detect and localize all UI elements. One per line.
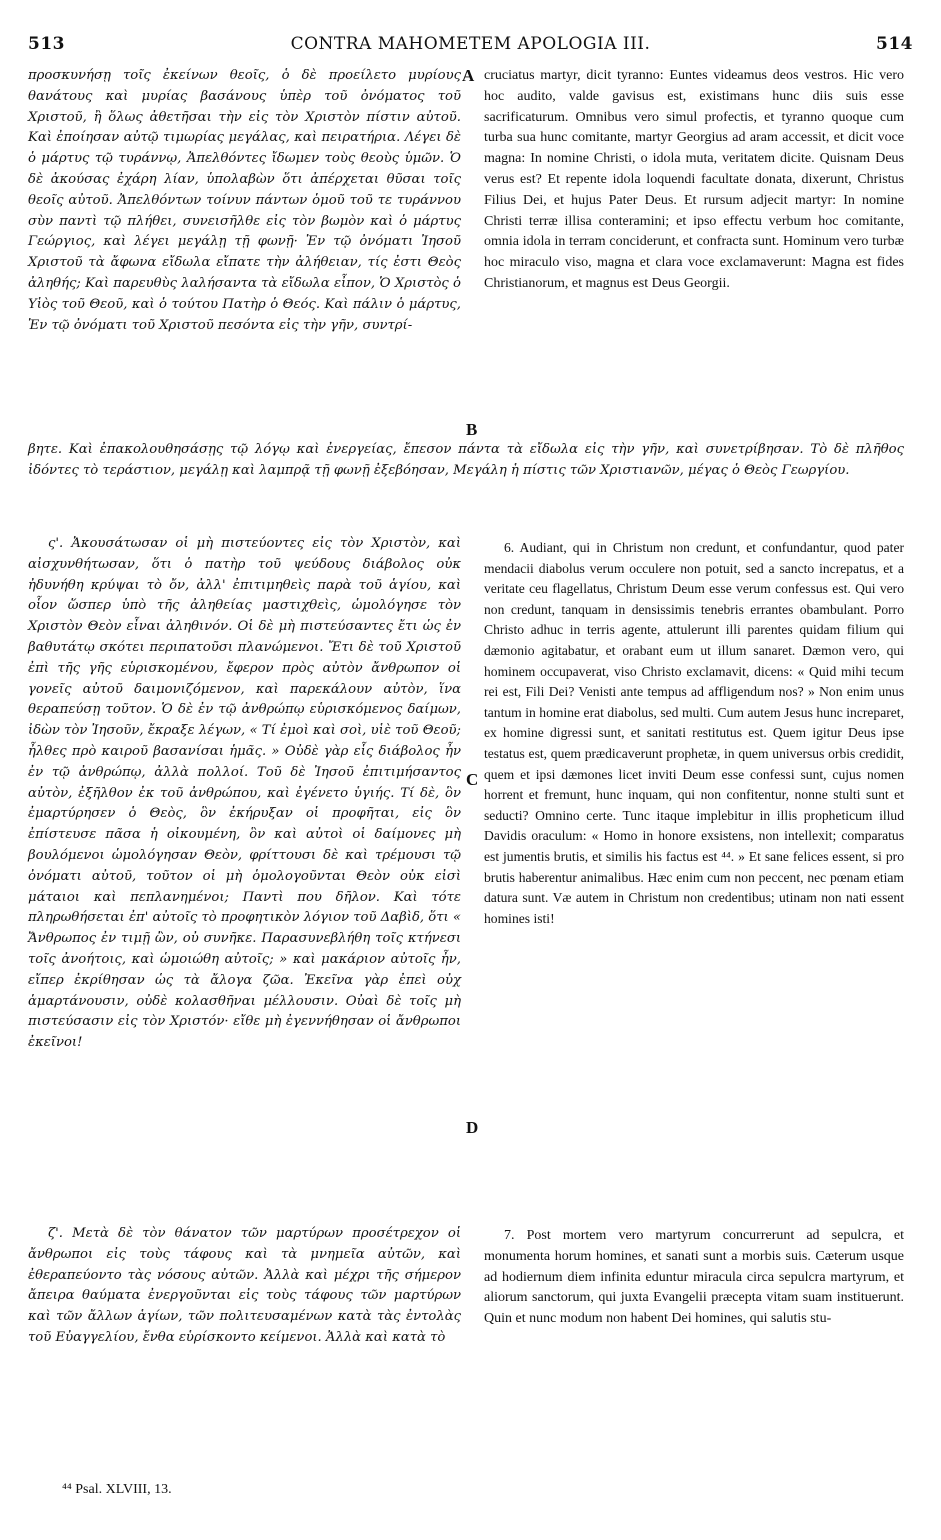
greek-paragraph-6: ς'. Ἀκουσάτωσαν οἱ μὴ πιστεύοντες εἰς τὸν Χριστὸν, καὶ αἰσχυνθήτωσαν, ὅτι ὁ πατὴρ τοῦ ψεύδους διάβολος οὐκ ἠδυνήθη κρύψαι τὸ ὄν, ἀλλ' ἐπιτιμηθεὶς παρὰ τοῦ ἁγίου, καὶ οἷον ὥσπερ ὑπὸ τῆς ἀληθείας μαστιχθεὶς, ὡμολόγησε τὸν Χριστὸν Θεὸν εἶναι ἀληθινόν. Οἱ δὲ μὴ πιστεύσαντες ἔτι ὡς ἐν βαθυτάτῳ σκότει περιπατοῦσι πλανώμενοι. Ἔτι δὲ τοῦ Χριστοῦ ἐπὶ τῆς γῆς εὑρισκομένου, ἔφερον πρὸς αὐτὸν ἄνθρωπον οἱ γονεῖς αὐτοῦ δαιμονιζόμενον, καὶ παρεκάλουν αὐτὸν, ἵνα θεραπεύσῃ τοῦτον. Ὁ δὲ ἐν τῷ ἀνθρώπῳ εὑρισκόμενος δαίμων, ἰδὼν τὸν Ἰησοῦν, ἔκραξε λέγων, « Τί ἐμοὶ καὶ σοὶ, υἱὲ τοῦ Θεοῦ; ἦλθες πρὸ καιροῦ βασανίσαι ἡμᾶς. » Οὐδὲ γὰρ εἷς διάβολος ἦν ἐν τῷ ἀνθρώπῳ, ἀλλὰ πολλοί. Τοῦ δὲ Ἰησοῦ ἐπιτιμήσαντος αὐτὸν, ἐξῆλθον ἐκ τοῦ ἀνθρώπου, καὶ ἐγένετο ὑγιής. Τί δὲ, ὃν ἐμαρτύρησεν ὁ Θεὸς, ὃν ἐκήρυξαν οἱ προφῆται, εἰς ὃν ἐπίστευσε πᾶσα ἡ οἰκουμένη, ὃν καὶ αὐτοὶ οἱ δαίμονες μὴ βουλόμενοι ὡμολόγησαν Θεὸν, φρίττουσι δὲ καὶ τρέμουσι τῷ ὀνόματι αὐτοῦ, τοῦτον οἱ μὴ ὁμολογοῦνται Θεὸν οὐκ εἰσὶ μάταιοι καὶ πεπλανημένοι; Παντὶ που δῆλον. Καὶ τότε πληρωθήσεται ἐπ' αὐτοῖς τὸ προφητικὸν λόγιον τοῦ Δαβὶδ, ὅτι « Ἄνθρωπος ἐν τιμῇ ὢν, οὐ συνῆκε. Παρασυνεβλήθη τοῖς κτήνεσι τοῖς ἀνοήτοις, καὶ ὡμοιώθη αὐτοῖς; » καὶ μακάριον αὐτοῖς ἦν, εἴπερ ἐκρίθησαν ὡς τὰ ἄλογα ζῶα. Ἐκεῖνα γὰρ ἐπεὶ οὐχ ἁμαρτάνουσιν, οὐδὲ κολασθῆναι μέλλουσιν. Οὐαὶ δὲ τοῖς μὴ πιστεύσασιν εἰς τὸν Χριστόν· εἴθε μὴ ἐγεννήθησαν οἱ ἄνθρωποι ἐκεῖνοι! [28,536,461,1051]
latin-paragraph-7: 7. Post mortem vero martyrum concurrerunt ad sepulcra, et monumenta horum homines, et sanati sunt a morbis suis. Cæterum usque ad hodiernum diem infinita eduntur miracula circa sepulcra martyrum, et aliorum sanctorum, qui juxta Evangelii præcepta vitam suam instituerunt. Quin et nunc modum non habent Dei homines, qui salutis stu- [484,1228,904,1327]
margin-letter-a: A [462,66,475,85]
page-number-right: 514 [876,34,913,54]
greek-paragraph-5-end: προσκυνήσῃ τοῖς ἐκείνων θεοῖς, ὁ δὲ προείλετο μυρίους θανάτους καὶ μυρίας βασάνους ὑπὲρ τοῦ ὀνόματος τοῦ Χριστοῦ, ἢ ὅλως ἀθετῆσαι τὴν εἰς τὸν Χριστὸν πίστιν αὐτοῦ. Καὶ ἐποίησαν αὐτῷ τιμωρίας μεγάλας, καὶ πειρατήρια. Λέγει δὲ ὁ μάρτυς τῷ τυράννῳ, Ἀπελθόντες ἴδωμεν τοὺς θεοὺς ὑμῶν. Ὁ δὲ ἀκούσας ἐχάρη λίαν, ὑπολαβὼν ὅτι ἀπέρχεται θῦσαι τοῖς θεοῖς αὐτοῦ. Ἀπελθόντων τοίνυν πάντων ὁμοῦ τοῦ τε τυράννου σὺν παντὶ τῷ πλήθει, συνεισῆλθε εἰς τὸν βωμὸν καὶ ὁ μάρτυς Γεώργιος, καὶ λέγει μεγάλῃ τῇ φωνῇ· Ἐν τῷ ὀνόματι Ἰησοῦ Χριστοῦ τὰ ἄφωνα εἴδωλα εἴπατε τὴν ἀλήθειαν, τίς ἐστι Θεὸς ἀληθής; Καὶ παρευθὺς λαλήσαντα τὰ εἴδωλα εἶπον, Ὁ Χριστὸς ὁ Υἱὸς τοῦ Θεοῦ, καὶ ὁ τούτου Πατὴρ ὁ Θεός. Καὶ πάλιν ὁ μάρτυς, Ἐν τῷ ὀνόματι τοῦ Χριστοῦ πεσόντα εἰς τὴν γῆν, συντρί- [28,68,461,333]
greek-column-top [28,66,461,436]
greek-full-width-paragraph: βητε. Καὶ ἐπακολουθησάσῃς τῷ λόγῳ καὶ ἐνεργείας, ἔπεσον πάντα τὰ εἴδωλα εἰς τὴν γῆν, καὶ συνετρίβησαν. Τὸ δὲ πλῆθος ἰδόντες τὸ τεράστιον, μεγάλῃ καὶ λαμπρᾷ τῇ φωνῇ ἐξεβόησαν, Μεγάλη ἡ πίστις τῶν Χριστιανῶν, μέγας ὁ Θεὸς Γεωργίου. [28,442,904,478]
latin-paragraph-5-end: cruciatus martyr, dicit tyranno: Euntes videamus deos vestros. Hic vero hoc audito, valde gavisus est, existimans hunc diis suis esse sacrificaturum. Omnibus vero simul profectis, et tyranno quoque cum turba sua hunc comitante, martyr Georgius ad aram accessit, et dicit voce magna: In nomine Christi, o idola muta, veritatem dicite. Quisnam Deus verus est? Et repente idola loquendi facultate donata, dixerunt, Christus Filius Dei, et hujus Pater Deus. Et rursum adjecit martyr: In nomine Christi terræ illisa conteramini; et ipso effectu verbum hoc comitante, omnia idola in terram conciderunt, et confracta sunt. Hominum vero turbæ hoc miraculo viso, magna et clara voce exclamaverunt: Magna est fides Christianorum, et magnus est Deus Georgii. [484,68,904,291]
latin-column-section-6 [484,538,904,1208]
running-header [28,34,913,56]
latin-column-section-7 [484,1226,904,1446]
running-title: CONTRA MAHOMETEM APOLOGIA III. [290,34,651,54]
greek-paragraph-7: ζ'. Μετὰ δὲ τὸν θάνατον τῶν μαρτύρων προσέτρεχον οἱ ἄνθρωποι εἰς τοὺς τάφους καὶ τὰ μνημεῖα αὐτῶν, καὶ ἐθεραπεύοντο τὰς νόσους αὐτῶν. Ἀλλὰ καὶ μέχρι τῆς σήμερον ἄπειρα θαύματα ἐνεργοῦνται εἰς τοὺς τάφους τῶν μαρτύρων καὶ τῶν ἄλλων ἁγίων, τῶν πολιτευσαμένων κατὰ τὰς ἐντολὰς τοῦ Εὐαγγελίου, ἔνθα εὑρίσκοντο κείμενοι. Ἀλλὰ καὶ κατὰ τὸ [28,1226,461,1345]
margin-letter-c: C [466,770,479,789]
latin-paragraph-6: 6. Audiant, qui in Christum non credunt, et confundantur, quod pater mendacii diabolus verum occulere non potuit, sed a sancto increpatus, et a veritate ceu flagellatus, Christum Deum esse verum confessus est. Qui vero non credunt, tanquam in densissimis tenebris errantes obambulant. Porro Christo adhuc in terris agente, attulerunt illi parentes quidam filium qui dæmonio agitabatur, et orabant eum ut illum sanaret. Dæmon vero, qui hominem occupaverat, viso Christo exclamavit, dicens: « Quid mihi tecum rei est, Fili Dei? Venisti ante tempus ad affligendum nos? » Non enim unus tantum in homine erat diabolus, sed multi. Cum autem Jesus hunc increparet, ex homine digressi sunt, et sanitati restitutus est. Quem igitur Deus ipse testatus est, quem prædicaverunt prophetæ, in quem universus orbis credidit, quem et ipsi dæmones licet inviti Deum esse confessi sunt, cujus nomen horrent et fremunt, hunc inquam, qui non confitentur, nonne stulti sunt et seducti? Omnino certe. Tunc itaque implebitur in illis propheticum illud Davidis oraculum: « Homo in honore exsistens, non intellexit; comparatus est jumentis brutis, et similis his factus est ⁴⁴. » Et sane felices essent, si pro brutis haberentur animalibus. Hæc enim cum non peccent, nec pœnam etiam datura sunt. Væ autem in Christum non credentibus; utinam non nati essent homines isti! [484,540,904,926]
greek-full-width-text [28,440,904,482]
greek-column-section-7 [28,1224,461,1444]
margin-letter-d: D [466,1118,479,1137]
greek-column-section-6 [28,534,461,1204]
latin-column-top [484,66,904,438]
margin-letter-b: B [466,420,478,439]
footnote: ⁴⁴ Psal. XLVIII, 13. [62,1482,172,1497]
page-number-left: 513 [28,34,65,54]
